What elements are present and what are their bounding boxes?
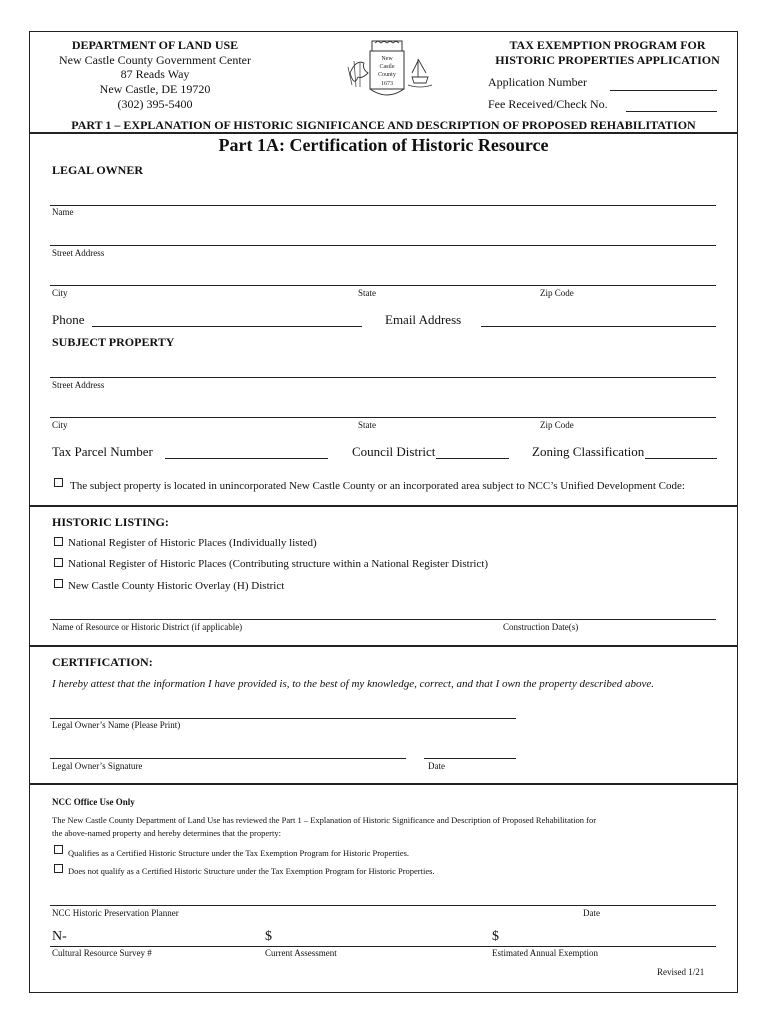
address-line-1: New Castle County Government Center [59,53,251,67]
planner-label: NCC Historic Preservation Planner [52,908,179,918]
planner-signature-field[interactable] [50,905,716,906]
seal-text-new: New [381,56,393,62]
owner-street-field[interactable] [50,245,716,246]
seal-text-year: 1673 [381,81,393,87]
assessment-fields-line[interactable] [50,946,716,947]
department-phone: (302) 395-5400 [117,97,193,111]
current-assessment-label: Current Assessment [265,948,337,958]
ncc-overlay-checkbox[interactable] [54,579,63,588]
tax-parcel-label: Tax Parcel Number [52,444,153,459]
revision-date: Revised 1/21 [657,967,705,977]
nrhp-contributing-checkbox[interactable] [54,558,63,567]
property-zip-label: Zip Code [540,420,574,430]
nrhp-individual-label: National Register of Historic Places (Individually listed) [68,537,317,549]
resource-name-label: Name of Resource or Historic District (if applicable) [52,622,243,632]
zoning-field[interactable] [645,458,717,459]
planner-date-label: Date [583,908,600,918]
exemption-dollar: $ [492,929,499,944]
signature-date-label: Date [428,761,445,771]
owner-email-label: Email Address [385,312,462,327]
owner-name-label: Name [52,207,74,217]
owner-zip-label: Zip Code [540,288,574,298]
program-title-1: TAX EXEMPTION PROGRAM FOR [509,38,706,52]
qualifies-checkbox[interactable] [54,845,63,854]
qualifies-label: Qualifies as a Certified Historic Structure under the Tax Exemption Program for Historic Properties. [68,848,410,858]
certification-heading: CERTIFICATION: [52,655,153,669]
department-name: DEPARTMENT OF LAND USE [71,38,239,52]
resource-name-field[interactable] [50,619,716,620]
application-number-field[interactable] [610,90,717,91]
page-title: Part 1A: Certification of Historic Resource [218,135,549,155]
survey-number-label: Cultural Resource Survey # [52,948,152,958]
owner-name-field[interactable] [50,205,716,206]
owner-phone-field[interactable] [92,326,362,327]
application-number-label: Application Number [488,75,587,89]
owner-phone-label: Phone [52,312,85,327]
property-city-label: City [52,420,68,430]
signature-date-field[interactable] [424,758,516,759]
owner-city-label: City [52,288,68,298]
subject-property-heading: SUBJECT PROPERTY [52,335,175,349]
owner-street-label: Street Address [52,248,105,258]
legal-owner-heading: LEGAL OWNER [52,163,144,177]
survey-prefix: N- [52,929,67,944]
owner-print-name-field[interactable] [50,718,516,719]
county-seal-logo [342,37,434,110]
historic-listing-heading: HISTORIC LISTING: [52,515,169,529]
located-in-ncc-label: The subject property is located in unincorporated New Castle County or an incorporated area subject to NCC’s Unified Development Code: [70,480,685,492]
owner-print-name-label: Legal Owner’s Name (Please Print) [52,720,181,730]
owner-email-field[interactable] [481,326,716,327]
divider [29,645,738,647]
property-state-label: State [358,420,376,430]
certification-statement: I hereby attest that the information I have provided is, to the best of my knowledge, correct, and that I own the property described above. [52,678,655,690]
program-title-2: HISTORIC PROPERTIES APPLICATION [495,53,720,67]
divider [29,505,738,507]
seal-text-county: County [378,72,396,78]
fee-received-field[interactable] [626,111,717,112]
owner-signature-field[interactable] [50,758,406,759]
owner-city-state-zip-field[interactable] [50,285,716,286]
council-district-label: Council District [352,444,436,459]
ncc-overlay-label: New Castle County Historic Overlay (H) District [68,580,285,592]
zoning-label: Zoning Classification [532,444,645,459]
nrhp-individual-checkbox[interactable] [54,537,63,546]
office-use-heading: NCC Office Use Only [52,797,135,807]
fee-received-label: Fee Received/Check No. [488,97,608,111]
does-not-qualify-checkbox[interactable] [54,864,63,873]
construction-date-label: Construction Date(s) [503,622,579,632]
does-not-qualify-label: Does not qualify as a Certified Historic Structure under the Tax Exemption Program for Historic Properties. [68,866,435,876]
assessment-dollar: $ [265,929,272,944]
estimated-exemption-label: Estimated Annual Exemption [492,948,598,958]
address-line-2: 87 Reads Way [120,67,190,81]
seal-text-castle: Castle [379,64,395,70]
nrhp-contributing-label: National Register of Historic Places (Contributing structure within a National Register District) [68,558,489,570]
divider [29,132,738,134]
office-text-line-2: the above-named property and hereby determines that the property: [52,828,281,838]
owner-state-label: State [358,288,376,298]
part-title: PART 1 – EXPLANATION OF HISTORIC SIGNIFICANCE AND DESCRIPTION OF PROPOSED REHABILITATION [71,118,696,132]
property-city-state-zip-field[interactable] [50,417,716,418]
office-text-line-1: The New Castle County Department of Land Use has reviewed the Part 1 – Explanation of Historic Significance and Description of Proposed Rehabilitation for [52,815,597,825]
council-district-field[interactable] [436,458,509,459]
property-street-label: Street Address [52,380,105,390]
divider [29,783,738,785]
located-in-ncc-checkbox[interactable] [54,478,63,487]
owner-signature-label: Legal Owner’s Signature [52,761,143,771]
address-line-3: New Castle, DE 19720 [99,82,211,96]
tax-parcel-field[interactable] [165,458,328,459]
property-street-field[interactable] [50,377,716,378]
